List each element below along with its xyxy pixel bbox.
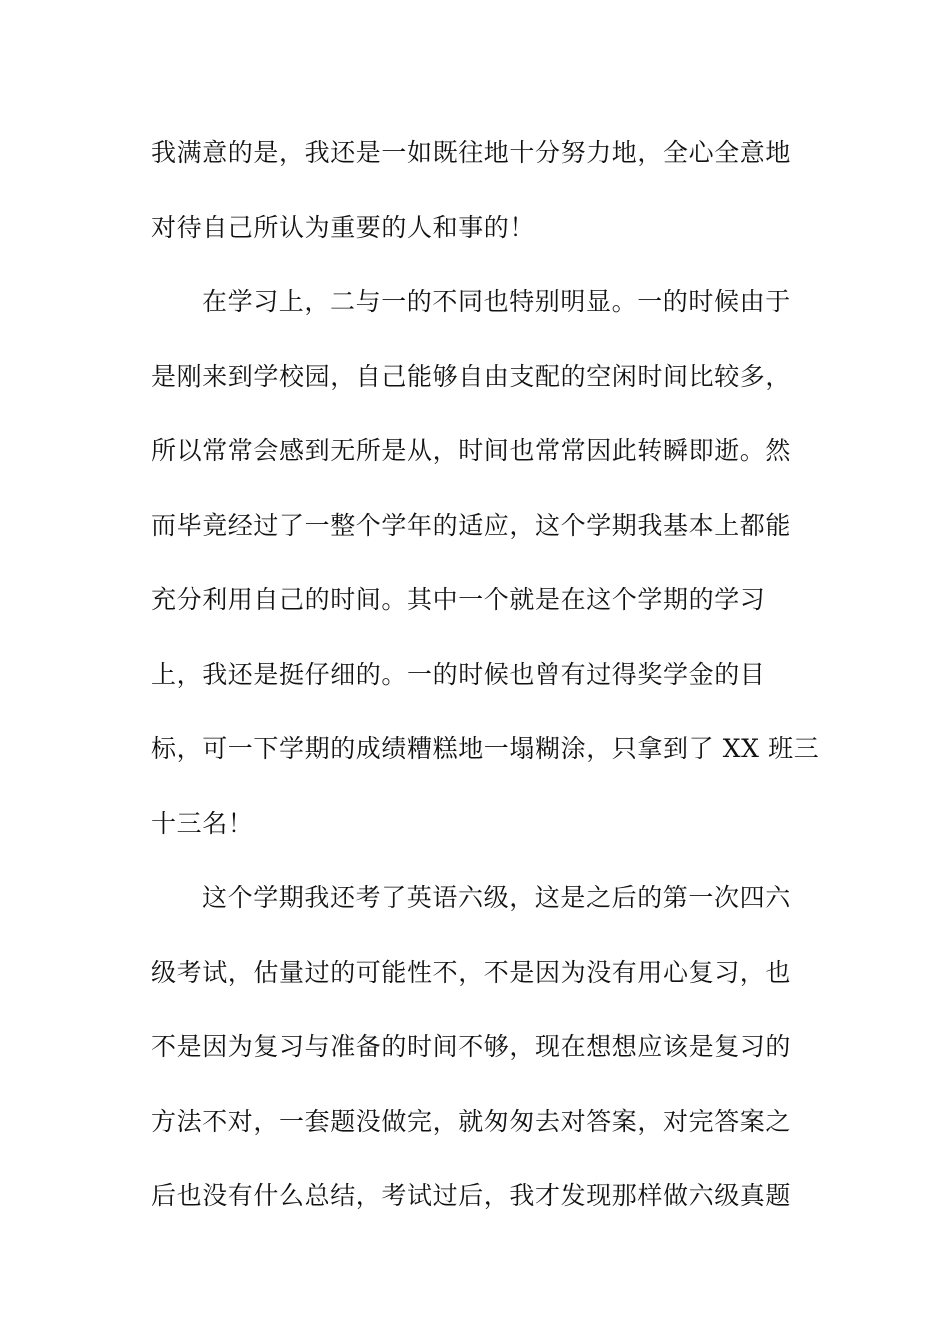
text-line: 方法不对，一套题没做完，就匆匆去对答案，对完答案之 <box>151 1106 792 1136</box>
paragraph-first-line: 这个学期我还考了英语六级，这是之后的第一次四六 <box>202 883 791 912</box>
text-line: 而毕竟经过了一整个学年的适应，这个学期我基本上都能 <box>151 510 792 540</box>
text-line: 不是因为复习与准备的时间不够，现在想想应该是复习的 <box>151 1032 792 1061</box>
text-line: 后也没有什么总结，考试过后，我才发现那样做六级真题 <box>151 1181 792 1210</box>
text-line: 标，可一下学期的成绩糟糕地一塌糊涂，只拿到了 XX 班三 <box>151 734 820 763</box>
text-line: 对待自己所认为重要的人和事的！ <box>151 212 536 242</box>
text-line: 充分利用自己的时间。其中一个就是在这个学期的学习 <box>151 585 766 614</box>
text-line: 十三名！ <box>151 808 254 838</box>
text-line: 上，我还是挺仔细的。一的时候也曾有过得奖学金的目 <box>151 659 766 689</box>
paragraph-first-line: 在学习上，二与一的不同也特别明显。一的时候由于 <box>202 287 791 316</box>
text-line: 是刚来到学校园，自己能够自由支配的空闲时间比较多， <box>151 361 792 391</box>
text-line: 所以常常会感到无所是从，时间也常常因此转瞬即逝。然 <box>151 436 792 465</box>
text-line: 级考试，估量过的可能性不，不是因为没有用心复习，也 <box>151 957 792 987</box>
document-body <box>151 128 820 1246</box>
text-line: 我满意的是，我还是一如既往地十分努力地，全心全意地 <box>151 138 792 167</box>
